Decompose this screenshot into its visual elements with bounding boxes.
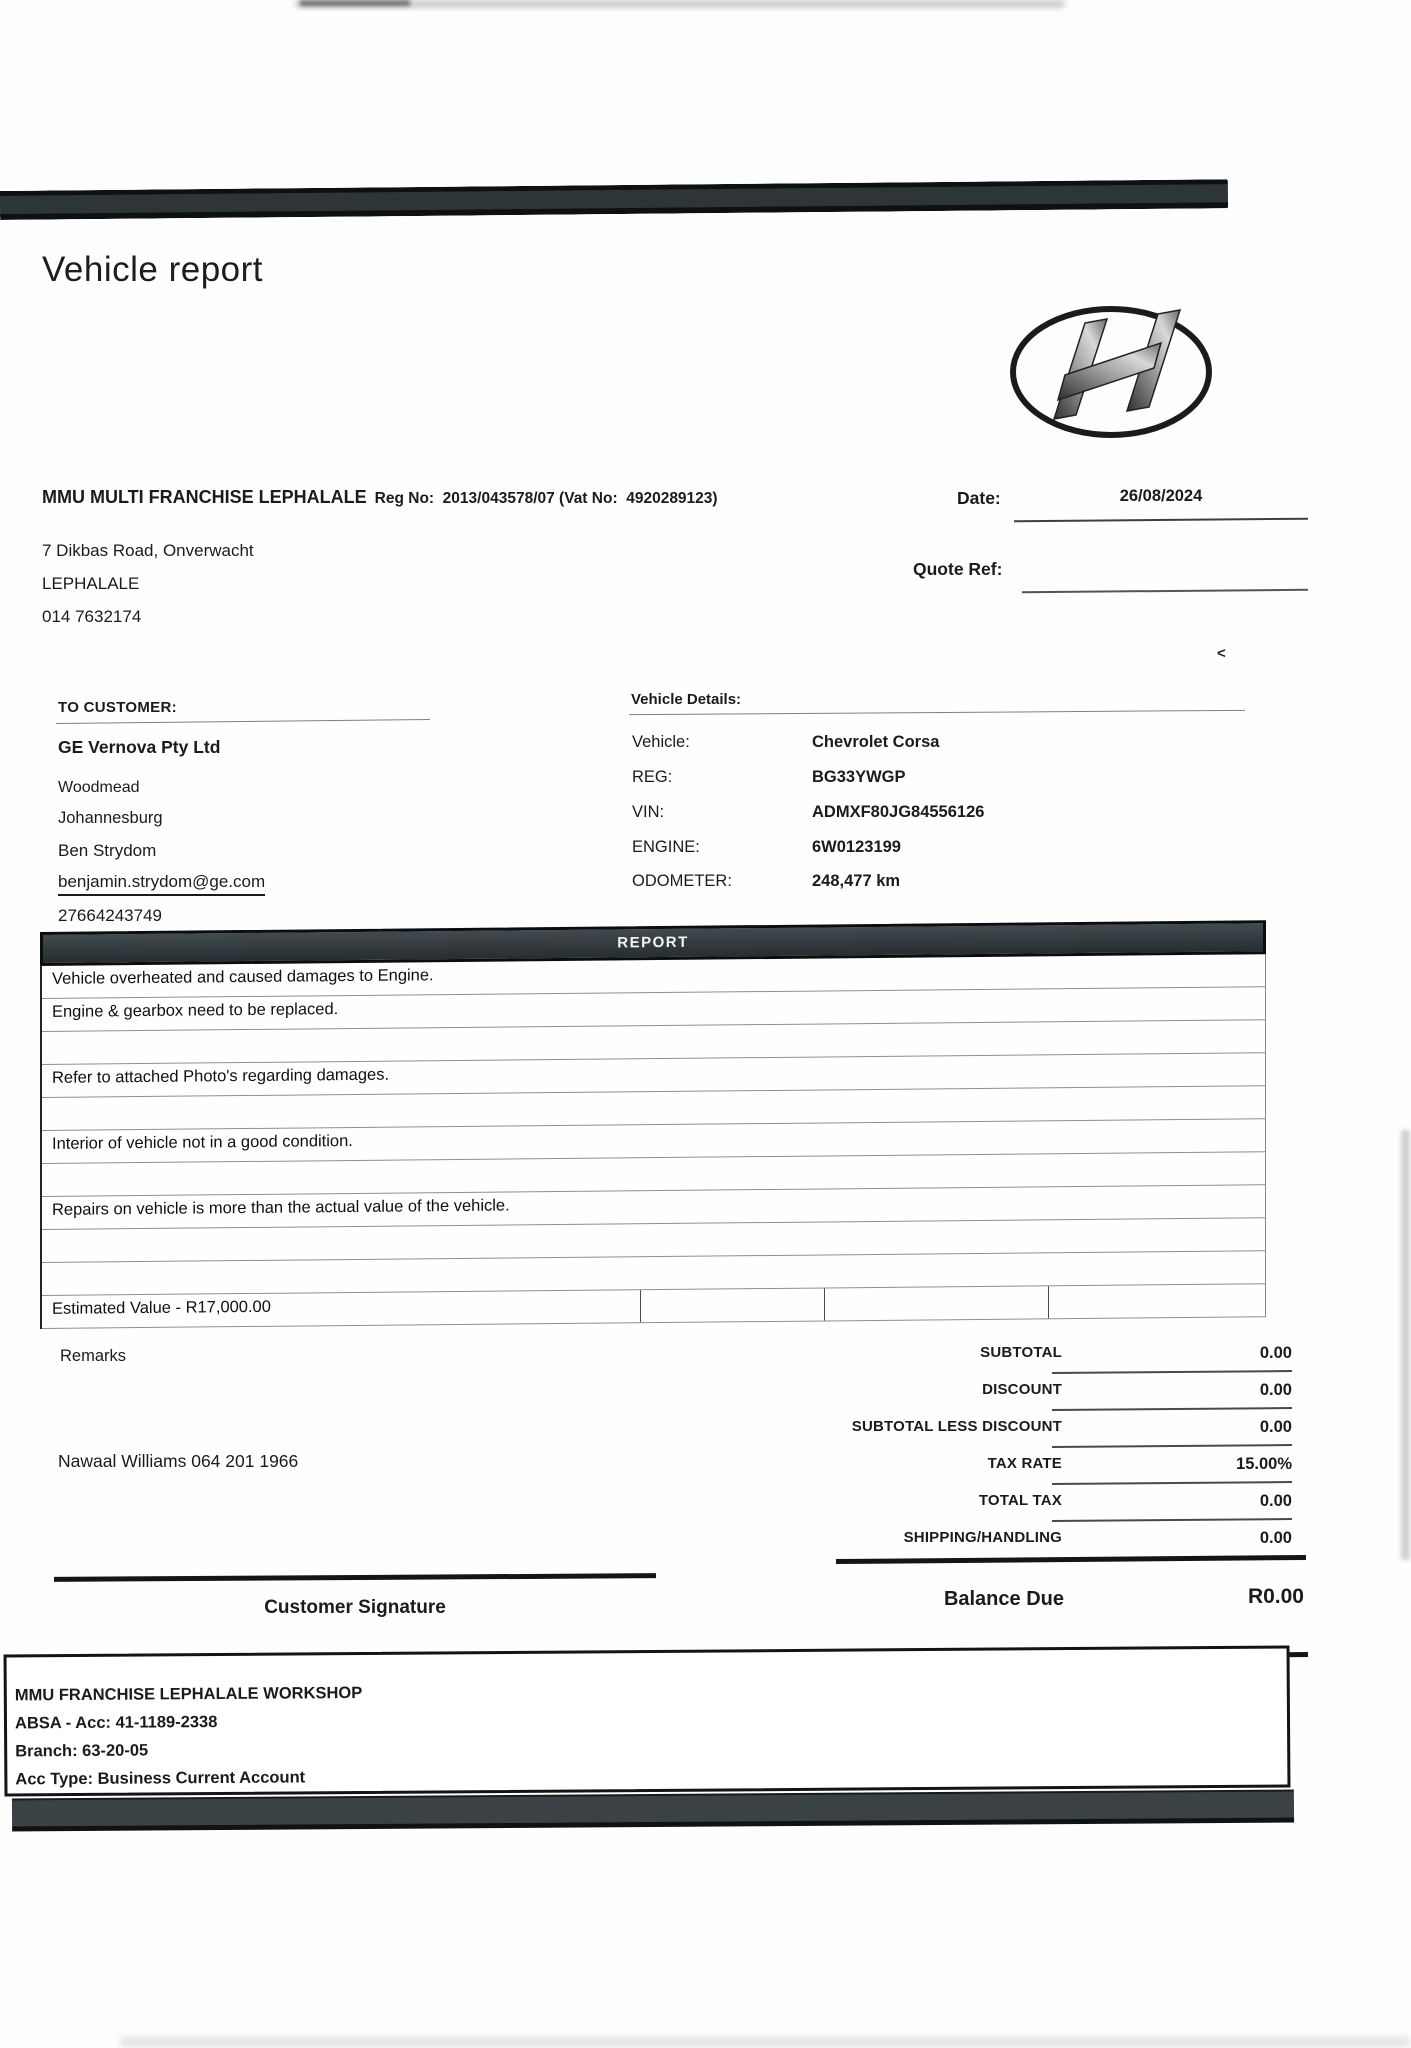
engine-value: 6W0123199 [812, 838, 901, 856]
balance-due-value: R0.00 [1247, 1585, 1304, 1608]
subtotal-less-discount-label: SUBTOTAL LESS DISCOUNT [851, 1418, 1062, 1435]
left-chevron-mark: < [1217, 645, 1226, 662]
date-value: 26/08/2024 [1119, 487, 1203, 505]
vehicle-label: Vehicle: [632, 733, 690, 751]
vin-value: ADMXF80JG84556126 [812, 803, 985, 821]
hyundai-logo-icon [1005, 296, 1217, 448]
balance-due-top-rule [836, 1555, 1306, 1564]
cell-divider [824, 1288, 825, 1320]
bank-account-type: Acc Type: Business Current Account [15, 1768, 306, 1789]
bank-account: ABSA - Acc: 41-1189-2338 [14, 1712, 218, 1733]
vin-label: VIN: [632, 803, 665, 821]
subtotal-label: SUBTOTAL [980, 1344, 1062, 1361]
scan-bottom-smudge [120, 2036, 1410, 2048]
totals-underline [1052, 1481, 1292, 1485]
reg-value: BG33YWGP [812, 768, 906, 786]
company-name: MMU MULTI FRANCHISE LEPHALALE [42, 487, 367, 507]
company-address-line1: 7 Dikbas Road, Onverwacht [42, 541, 254, 560]
shipping-handling-label: SHIPPING/HANDLING [903, 1529, 1062, 1546]
totals-underline [1052, 1407, 1292, 1411]
bank-box-shadow-bar [12, 1790, 1294, 1832]
top-divider-bar [0, 179, 1228, 220]
customer-name: GE Vernova Pty Ltd [58, 737, 221, 757]
shipping-handling-value: 0.00 [1259, 1529, 1292, 1547]
bank-workshop-name: MMU FRANCHISE LEPHALALE WORKSHOP [14, 1683, 363, 1705]
page-title: Vehicle report [42, 250, 264, 289]
report-table [40, 920, 1266, 1329]
tax-rate-value: 15.00% [1236, 1455, 1292, 1473]
customer-contact-person: Ben Strydom [58, 841, 157, 860]
report-body [40, 954, 1266, 1329]
balance-due-label: Balance Due [943, 1588, 1064, 1610]
date-underline [1014, 518, 1308, 523]
odometer-value: 248,477 km [812, 872, 901, 890]
discount-value: 0.00 [1259, 1381, 1292, 1399]
vehicle-value: Chevrolet Corsa [812, 733, 940, 751]
reg-label: REG: [632, 768, 673, 786]
scan-right-edge-shadow [1401, 1130, 1410, 1560]
report-line: Vehicle overheated and caused damages to Engine. [42, 954, 1265, 999]
customer-email: benjamin.strydom@ge.com [58, 872, 265, 896]
bank-details-box [4, 1646, 1291, 1797]
cell-divider [1048, 1286, 1049, 1318]
total-tax-label: TOTAL TAX [978, 1492, 1062, 1509]
date-label: Date: [957, 488, 1001, 508]
to-customer-underline [56, 719, 430, 724]
subtotal-less-discount-value: 0.00 [1259, 1418, 1292, 1436]
agent-contact-line: Nawaal Williams 064 201 1966 [58, 1451, 299, 1471]
customer-city: Johannesburg [58, 809, 163, 827]
company-header-line [42, 487, 718, 508]
customer-signature-label: Customer Signature [264, 1597, 446, 1618]
tax-rate-label: TAX RATE [987, 1455, 1062, 1472]
customer-signature-line [54, 1573, 656, 1582]
customer-phone: 27664243749 [58, 906, 163, 925]
report-header-bar: REPORT [40, 920, 1266, 966]
quote-ref-underline [1022, 589, 1308, 593]
hyundai-logo [1005, 296, 1217, 448]
vehicle-details-heading: Vehicle Details: [631, 691, 742, 708]
report-line: Interior of vehicle not in a good condition. [42, 1119, 1265, 1164]
subtotal-value: 0.00 [1259, 1344, 1292, 1362]
report-line: Repairs on vehicle is more than the actual value of the vehicle. [42, 1185, 1265, 1230]
to-customer-heading: TO CUSTOMER: [58, 699, 177, 716]
scan-top-smudge [295, 0, 1065, 8]
bank-branch: Branch: 63-20-05 [15, 1741, 149, 1761]
scan-top-smudge-dark [300, 0, 410, 6]
company-address-line2: LEPHALALE [42, 574, 140, 593]
discount-label: DISCOUNT [982, 1381, 1062, 1398]
odometer-label: ODOMETER: [632, 872, 732, 890]
remarks-label: Remarks [60, 1347, 127, 1365]
estimated-value-text: Estimated Value - R17,000.00 [52, 1297, 271, 1318]
customer-suburb: Woodmead [58, 779, 140, 796]
quote-ref-label: Quote Ref: [913, 559, 1003, 579]
totals-underline [1052, 1444, 1292, 1448]
report-line: Refer to attached Photo's regarding damages. [42, 1053, 1265, 1098]
company-registration: Reg No: 2013/043578/07 (Vat No: 4920289123) [374, 490, 718, 507]
total-tax-value: 0.00 [1259, 1492, 1292, 1510]
vehicle-details-underline [629, 710, 1245, 715]
report-line: Engine & gearbox need to be replaced. [42, 987, 1265, 1032]
company-phone: 014 7632174 [42, 607, 142, 626]
totals-underline [1052, 1518, 1292, 1522]
totals-underline [1052, 1370, 1292, 1374]
cell-divider [640, 1290, 641, 1322]
engine-label: ENGINE: [632, 838, 700, 856]
